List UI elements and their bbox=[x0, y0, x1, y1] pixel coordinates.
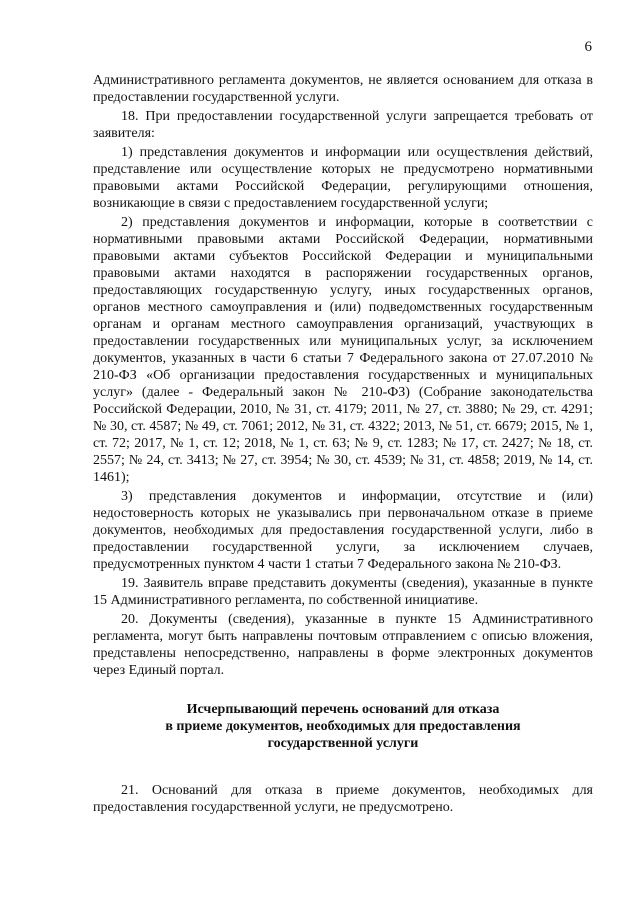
document-body bbox=[93, 72, 593, 818]
paragraph-20: 20. Документы (сведения), указанные в пункте 15 Административного регламента, могут быть направлены почтовым отправлением с описью вложения, представлены непосредственно, направлены в форме электронных документов через Единый портал. bbox=[93, 612, 593, 678]
section-heading-line-1: Исчерпывающий перечень оснований для отказа bbox=[186, 702, 500, 717]
paragraph-18-item-1: 1) представления документов и информации или осуществления действий, представление или осуществление которых не предусмотрено нормативными правовыми актами Российской Федерации, регулирующими отношения, возникающие в связи с предоставлением государственной услуги; bbox=[93, 145, 593, 211]
section-heading-line-3: государственной услуги bbox=[267, 736, 419, 751]
section-heading-line-2: в приеме документов, необходимых для предоставления bbox=[165, 719, 521, 734]
paragraph-21: 21. Оснований для отказа в приеме документов, необходимых для предоставления государственной услуги, не предусмотрено. bbox=[93, 783, 593, 815]
page-number: 6 bbox=[584, 39, 592, 55]
paragraph-19: 19. Заявитель вправе представить документы (сведения), указанные в пункте 15 Административного регламента, по собственной инициативе. bbox=[93, 576, 593, 608]
paragraph-continuation: Административного регламента документов, не является основанием для отказа в предоставлении государственной услуги. bbox=[93, 73, 593, 105]
paragraph-18-item-2: 2) представления документов и информации, которые в соответствии с нормативными правовыми актами Российской Федерации, нормативными правовыми актами субъектов Российской Федерации и муниципальными правовыми актами находятся в распоряжении государственных органов, предоставляющих государственную услугу, иных государственных органов, органов местного самоуправления и (или) подведомственных государственным органам и органам местного самоуправления организаций, участвующих в предоставлении государственных или муниципальных услуг, за исключением документов, указанных в части 6 статьи 7 Федерального закона от 27.07.2010 № 210-ФЗ «Об организации предоставления государственных и муниципальных услуг» (далее - Федеральный закон № 210-ФЗ) (Собрание законодательства Российской Федерации, 2010, № 31, ст. 4179; 2011, № 27, ст. 3880; № 29, ст. 4291; № 30, ст. 4587; № 49, ст. 7061; 2012, № 31, ст. 4322; 2013, № 51, ст. 6679; 2015, № 1, ст. 72; 2017, № 1, ст. 12; 2018, № 1, ст. 63; № 9, ст. 1283; № 17, ст. 2427; № 18, ст. 2557; № 24, ст. 3413; № 27, ст. 3954; № 30, ст. 4539; № 31, ст. 4858; 2019, № 14, ст. 1461); bbox=[93, 215, 593, 485]
section-heading bbox=[93, 701, 593, 752]
paragraph-18-item-3: 3) представления документов и информации, отсутствие и (или) недостоверность которых не указывались при первоначальном отказе в приеме документов, необходимых для предоставления государственной услуги, либо в предоставлении государственной услуги, за исключением случаев, предусмотренных пунктом 4 части 1 статьи 7 Федерального закона № 210-ФЗ. bbox=[93, 489, 593, 572]
paragraph-18: 18. При предоставлении государственной услуги запрещается требовать от заявителя: bbox=[93, 109, 593, 141]
